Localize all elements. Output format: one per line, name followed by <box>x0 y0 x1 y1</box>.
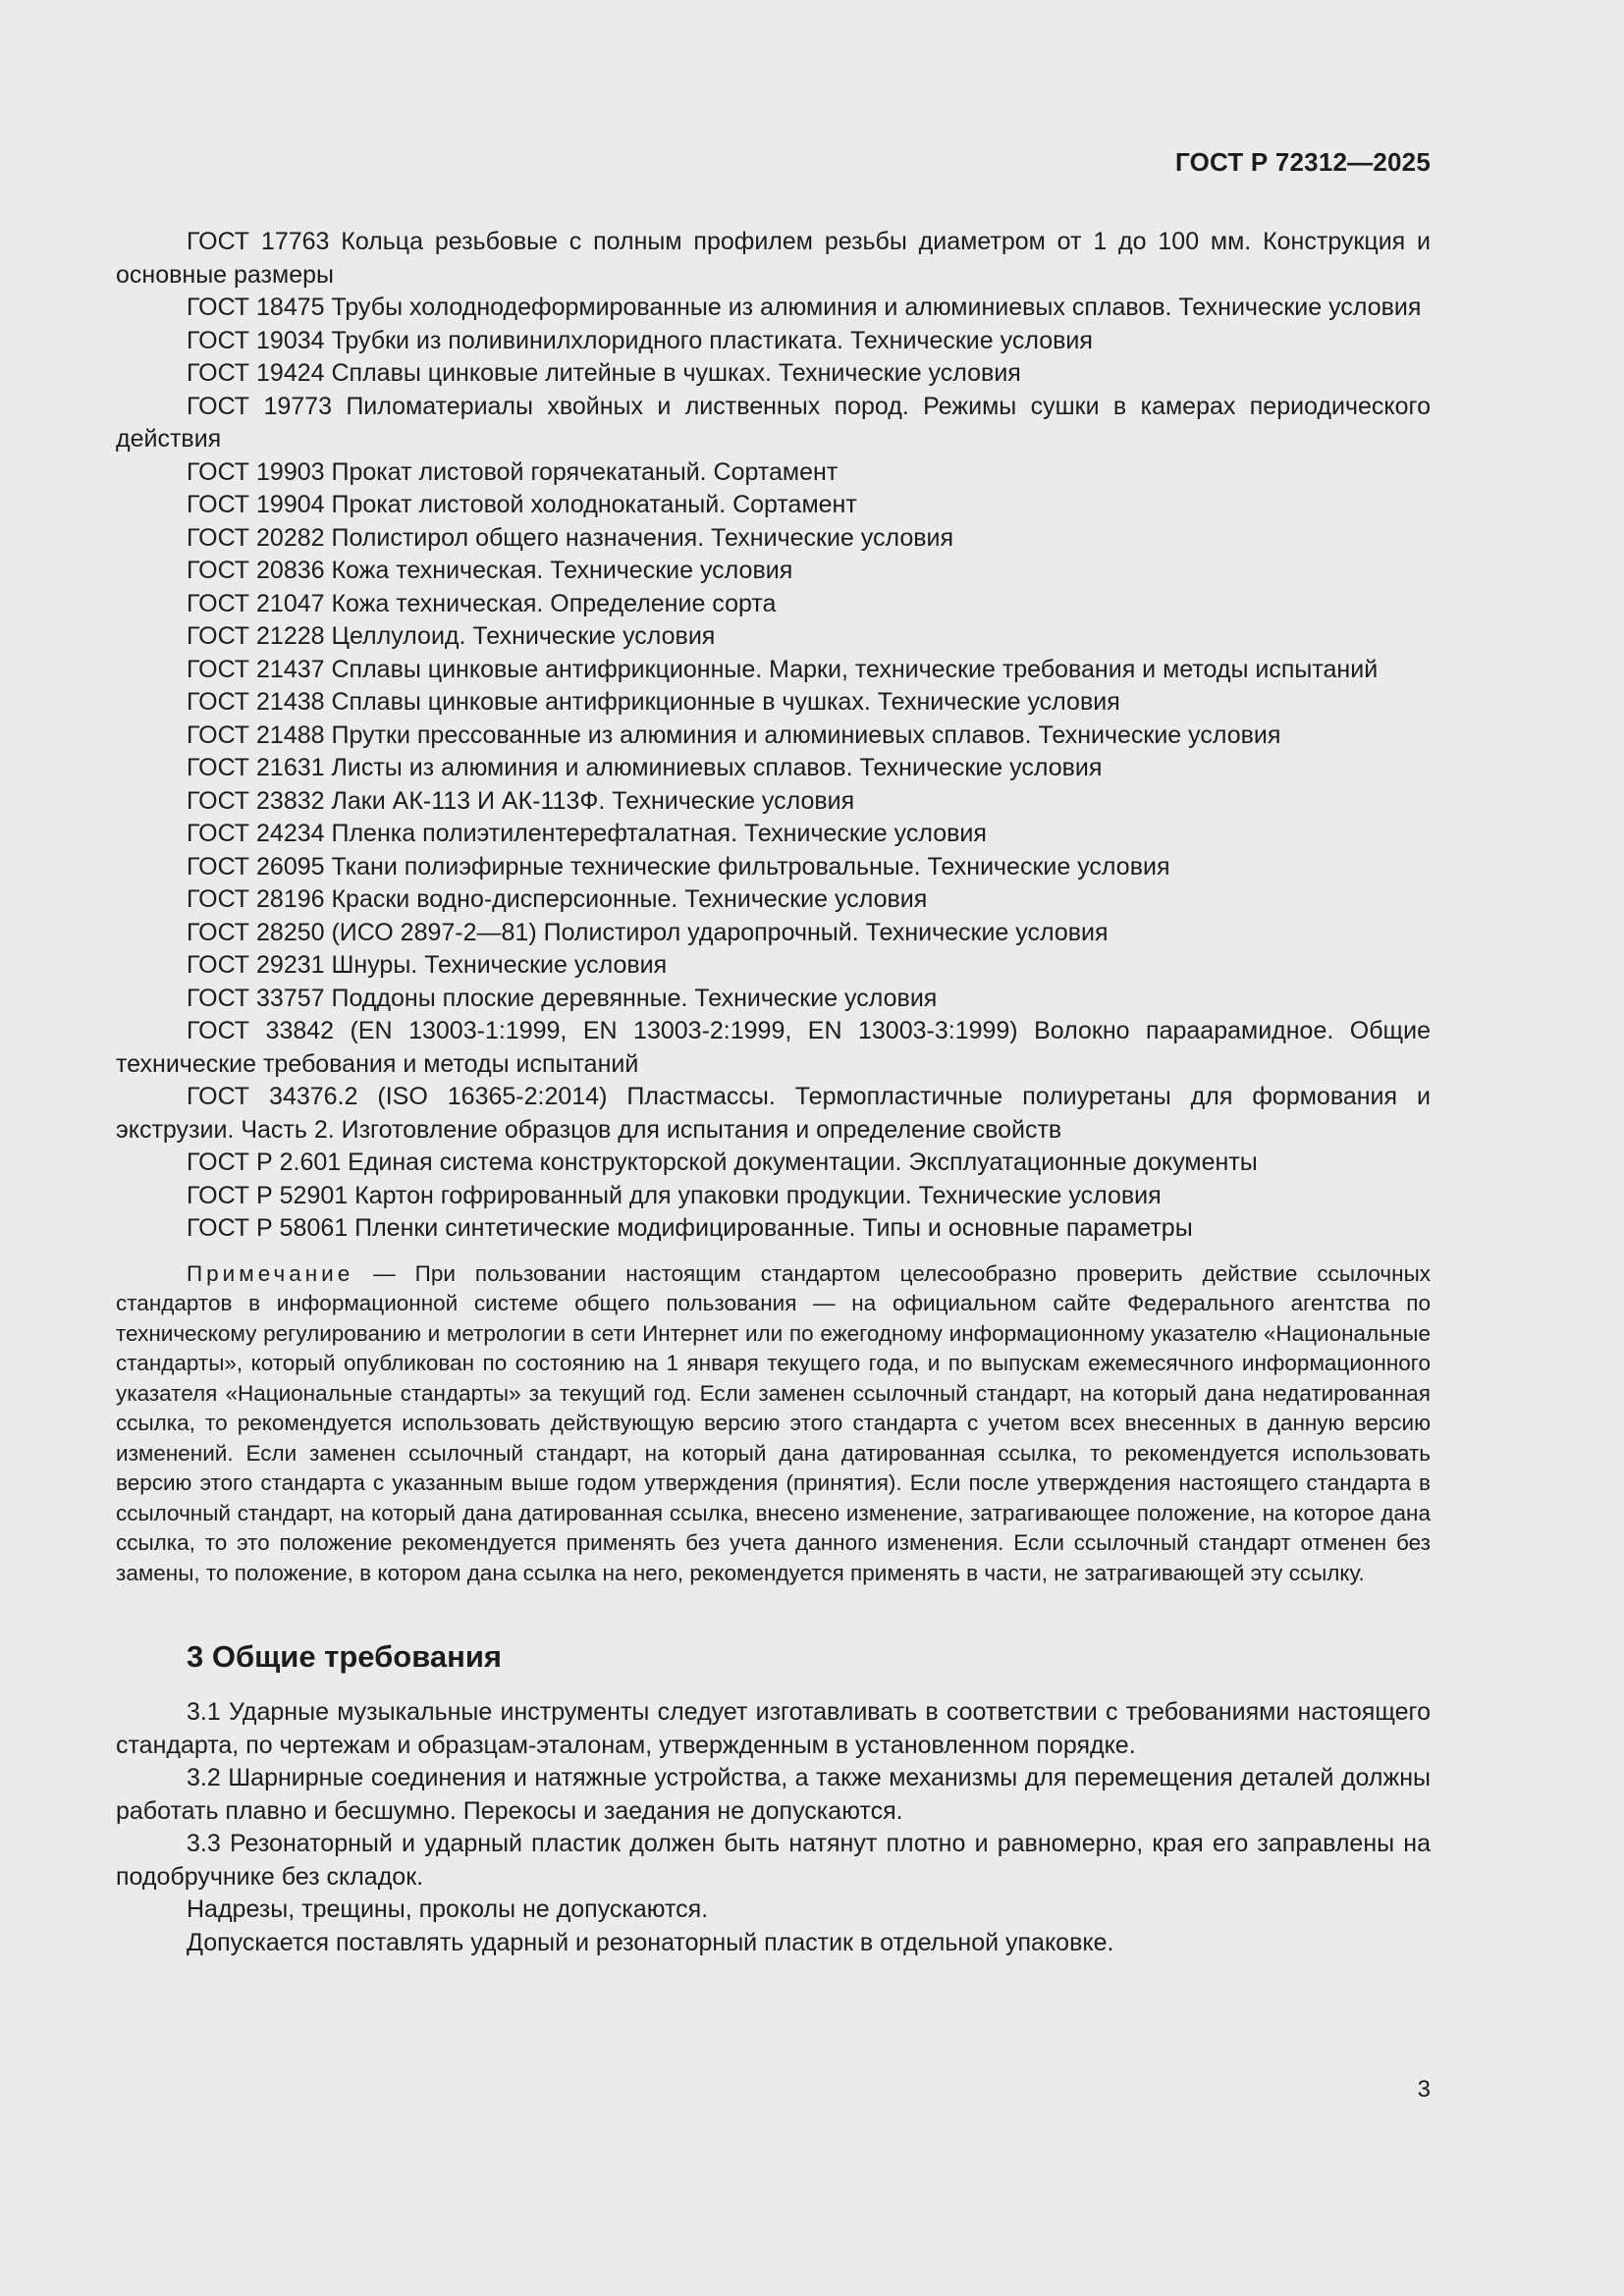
page-content <box>116 226 1431 1959</box>
reference-item: ГОСТ 21047 Кожа техническая. Определение сорта <box>187 589 777 617</box>
reference-item: ГОСТ 28196 Краски водно-дисперсионные. Технические условия <box>187 885 928 913</box>
section-heading: 3 Общие требования <box>187 1639 502 1674</box>
section-paragraph: 3.3 Резонаторный и ударный пластик должен быть натянут плотно и равномерно, края его заправлены на подобручнике без складок. <box>116 1830 1431 1891</box>
reference-item: ГОСТ 21488 Прутки прессованные из алюминия и алюминиевых сплавов. Технические условия <box>187 721 1281 749</box>
note-text: — При пользовании настоящим стандартом целесообразно проверить действие ссылочных стандартов в информационной системе общего пользования — на официальном сайте Федерального агентства по техническому регулированию и метрологии в сети Интернет или по ежегодному информационному указателю «Национальные стандарты», который опубликован по состоянию на 1 января текущего года, и по выпускам ежемесячного информационного указателя «Национальные стандарты» за текущий год. Если заменен ссылочный стандарт, на который дана недатированная ссылка, то рекомендуется использовать действующую версию этого стандарта с учетом всех внесенных в данную версию изменений. Если заменен ссылочный стандарт, на который дана датированная ссылка, то рекомендуется использовать версию этого стандарта с указанным выше годом утверждения (принятия). Если после утверждения настоящего стандарта в ссылочный стандарт, на который дана датированная ссылка, внесено изменение, затрагивающее положение, на которое дана ссылка, то это положение рекомендуется применять без учета данного изменения. Если ссылочный стандарт отменен без замены, то положение, в котором дана ссылка на него, рекомендуется применять в части, не затрагивающей эту ссылку. <box>116 1260 1431 1585</box>
note-block <box>116 1259 1431 1589</box>
page-number: 3 <box>1417 2076 1431 2103</box>
reference-item: ГОСТ 28250 (ИСО 2897-2—81) Полистирол ударопрочный. Технические условия <box>187 918 1109 946</box>
reference-item: ГОСТ 18475 Трубы холоднодеформированные из алюминия и алюминиевых сплавов. Технические условия <box>187 294 1422 321</box>
section-paragraph: 3.2 Шарнирные соединения и натяжные устройства, а также механизмы для перемещения деталей должны работать плавно и бесшумно. Перекосы и заедания не допускаются. <box>116 1764 1431 1825</box>
normative-references-list <box>116 226 1431 1246</box>
reference-item: ГОСТ Р 58061 Пленки синтетические модифицированные. Типы и основные параметры <box>187 1214 1193 1242</box>
reference-item: ГОСТ 21438 Сплавы цинковые антифрикционные в чушках. Технические условия <box>187 688 1120 716</box>
reference-item: ГОСТ 24234 Пленка полиэтилентерефталатная. Технические условия <box>187 820 987 847</box>
reference-item: ГОСТ 19424 Сплавы цинковые литейные в чушках. Технические условия <box>187 359 1021 387</box>
section-paragraph: Надрезы, трещины, проколы не допускаются. <box>187 1896 709 1923</box>
reference-item: ГОСТ 19904 Прокат листовой холоднокатаный. Сортамент <box>187 491 857 518</box>
note-label: Примечание <box>187 1260 354 1286</box>
section-body <box>116 1696 1431 1959</box>
reference-item: ГОСТ 19773 Пиломатериалы хвойных и лиственных пород. Режимы сушки в камерах периодического действия <box>116 392 1431 453</box>
reference-item: ГОСТ 29231 Шнуры. Технические условия <box>187 951 668 979</box>
reference-item: ГОСТ 33842 (EN 13003-1:1999, EN 13003-2:1999, EN 13003-3:1999) Волокно параарамидное. Общие технические требования и методы испытаний <box>116 1017 1431 1078</box>
reference-item: ГОСТ 34376.2 (ISO 16365-2:2014) Пластмассы. Термопластичные полиуретаны для формования и экструзии. Часть 2. Изготовление образцов для испытания и определение свойств <box>116 1083 1431 1144</box>
section-paragraph: 3.1 Ударные музыкальные инструменты следует изготавливать в соответствии с требованиями настоящего стандарта, по чертежам и образцам-эталонам, утвержденным в установленном порядке. <box>116 1698 1431 1759</box>
reference-item: ГОСТ 17763 Кольца резьбовые с полным профилем резьбы диаметром от 1 до 100 мм. Конструкция и основные размеры <box>116 228 1431 289</box>
reference-item: ГОСТ 19903 Прокат листовой горячекатаный. Сортамент <box>187 457 839 486</box>
reference-item: ГОСТ Р 2.601 Единая система конструкторской документации. Эксплуатационные документы <box>187 1148 1258 1176</box>
section-paragraph: Допускается поставлять ударный и резонаторный пластик в отдельной упаковке. <box>187 1928 1114 1956</box>
reference-item: ГОСТ 21437 Сплавы цинковые антифрикционные. Марки, технические требования и методы испытаний <box>187 655 1379 683</box>
reference-item: ГОСТ 26095 Ткани полиэфирные технические фильтровальные. Технические условия <box>187 852 1170 881</box>
reference-item: ГОСТ 20836 Кожа техническая. Технические условия <box>187 557 793 584</box>
document-header-id: ГОСТ Р 72312—2025 <box>1175 147 1431 177</box>
reference-item: ГОСТ 20282 Полистирол общего назначения. Технические условия <box>187 523 954 552</box>
reference-item: ГОСТ 23832 Лаки АК-113 И АК-113Ф. Технические условия <box>187 786 855 815</box>
reference-item: ГОСТ Р 52901 Картон гофрированный для упаковки продукции. Технические условия <box>187 1181 1162 1209</box>
reference-item: ГОСТ 21228 Целлулоид. Технические условия <box>187 622 716 650</box>
reference-item: ГОСТ 21631 Листы из алюминия и алюминиевых сплавов. Технические условия <box>187 754 1103 781</box>
reference-item: ГОСТ 19034 Трубки из поливинилхлоридного пластиката. Технические условия <box>187 326 1093 354</box>
reference-item: ГОСТ 33757 Поддоны плоские деревянные. Технические условия <box>187 984 938 1012</box>
